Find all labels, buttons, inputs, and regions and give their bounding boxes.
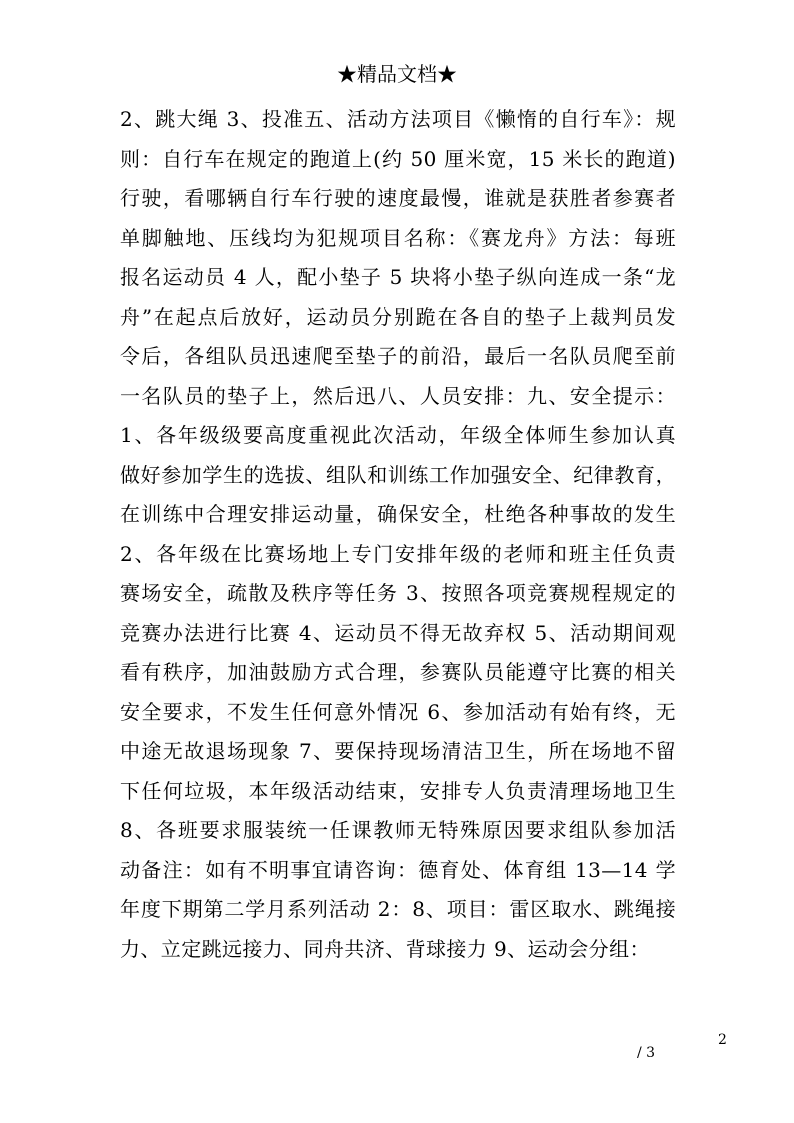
page-total: / 3 (637, 1045, 656, 1061)
body-line: 令后，各组队员迅速爬至垫子的前沿，最后一名队员爬至前 (120, 344, 676, 368)
body-line: 下任何垃圾，本年级活动结束，安排专人负责清理场地卫生 (120, 778, 676, 803)
document-body (120, 100, 676, 969)
body-line: 中途无故退场现象 7、要保持现场清洁卫生，所在场地不留 (120, 739, 676, 763)
body-line: 动备注：如有不明事宜请咨询：德育处、体育组 13—14 学 (120, 857, 676, 882)
body-line: 安全要求，不发生任何意外情况 6、参加活动有始有终，无 (120, 699, 676, 724)
body-line: 赛场安全，疏散及秩序等任务 3、按照各项竞赛规程规定的 (120, 581, 676, 605)
body-line: 1、各年级级要高度重视此次活动，年级全体师生参加认真 (120, 423, 676, 447)
body-line: 竞赛办法进行比赛 4、运动员不得无故弃权 5、活动期间观 (120, 620, 676, 645)
body-line: 年度下期第二学月系列活动 2：8、项目：雷区取水、跳绳接 (120, 897, 676, 921)
body-line: 行驶，看哪辆自行车行驶的速度最慢，谁就是获胜者参赛者 (120, 186, 676, 210)
document-header-title: ★精品文档★ (337, 62, 457, 86)
body-line: 报名运动员 4 人，配小垫子 5 块将小垫子纵向连成一条“龙 (120, 265, 676, 289)
body-line: 力、立定跳远接力、同舟共济、背球接力 9、运动会分组： (120, 936, 650, 961)
body-line: 则：自行车在规定的跑道上(约 50 厘米宽，15 米长的跑道) (120, 146, 676, 171)
body-line: 单脚触地、压线均为犯规项目名称：《赛龙舟》方法：每班 (120, 225, 676, 250)
body-line: 8、各班要求服装统一任课教师无特殊原因要求组队参加活 (120, 818, 676, 842)
body-line: 一名队员的垫子上，然后迅八、人员安排：九、安全提示： (120, 383, 676, 408)
body-line: 在训练中合理安排运动量，确保安全，杜绝各种事故的发生 (120, 502, 676, 526)
body-line: 看有秩序，加油鼓励方式合理，参赛队员能遵守比赛的相关 (120, 660, 676, 684)
body-line: 舟”在起点后放好，运动员分别跪在各自的垫子上裁判员发 (120, 304, 676, 329)
body-line: 做好参加学生的选拔、组队和训练工作加强安全、纪律教育， (120, 462, 676, 487)
page-number: 2 (718, 1032, 727, 1048)
body-line: 2、跳大绳 3、投准五、活动方法项目《懒惰的自行车》：规 (120, 107, 676, 131)
body-line: 2、各年级在比赛场地上专门安排年级的老师和班主任负责 (120, 541, 676, 566)
